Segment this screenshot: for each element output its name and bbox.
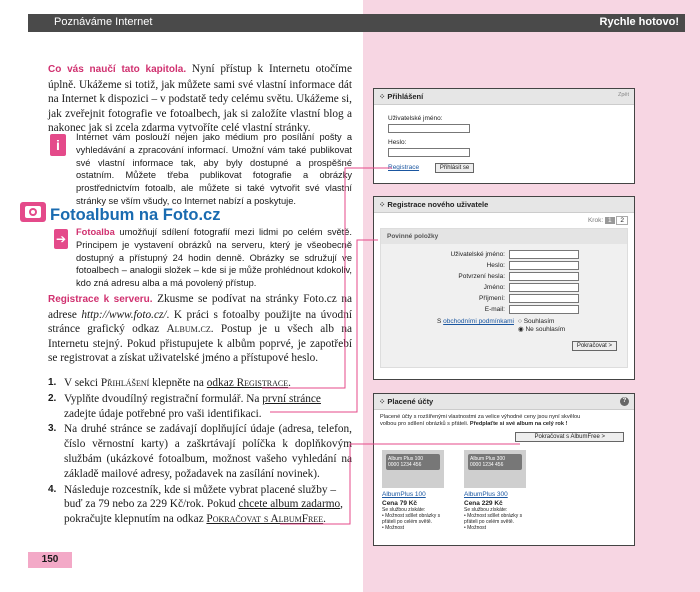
login-titlebar [374, 89, 634, 105]
form-input[interactable] [509, 261, 579, 270]
terms-prefix: S [437, 318, 444, 325]
step-highlight: odkaz [206, 377, 237, 389]
step-label: Krok: [587, 217, 604, 224]
section-header: Rychle hotovo! [363, 14, 685, 32]
step-number: 3. [48, 423, 57, 435]
grid-icon: ⁘ [379, 92, 388, 101]
form-input[interactable] [509, 283, 579, 292]
step-2-badge[interactable]: 2 [616, 216, 628, 225]
step-highlight: první stránce [262, 392, 321, 405]
plan-benefit: • Možnost [464, 525, 487, 531]
camera-icon [20, 202, 46, 222]
username-input[interactable] [388, 124, 470, 133]
step-1-badge[interactable]: 1 [605, 217, 615, 224]
paid-title: Placené účty [387, 397, 434, 406]
paid-desc2: volbou pro sdílení obrázků s přáteli. [380, 421, 470, 427]
intro-paragraph [48, 62, 352, 136]
disagree-label: Ne souhlasím [525, 326, 566, 333]
plan-sub: Se službou získáte: [382, 507, 426, 513]
field-label: Heslo: [486, 262, 505, 269]
list-item [48, 422, 352, 481]
password-label: Heslo: [388, 139, 407, 146]
plan-link[interactable]: AlbumPlus 300 [464, 491, 508, 498]
list-item [48, 376, 352, 391]
plan-link[interactable]: AlbumPlus 100 [382, 491, 426, 498]
plan-sub: Se službou získáte: [464, 507, 508, 513]
plan-benefit: • Možnost [382, 525, 405, 531]
form-input[interactable] [509, 294, 579, 303]
page-number: 150 [28, 552, 72, 568]
password-input[interactable] [388, 148, 470, 157]
registration-screenshot [373, 196, 635, 380]
paid-desc-bold: Předplaťte si své album na celý rok ! [469, 421, 568, 427]
arrow-right-icon: ➔ [54, 229, 68, 249]
step-number: 4. [48, 483, 57, 495]
reg-section-title: Povinné položky [381, 229, 627, 244]
foto-url[interactable]: http://www.foto.cz/ [81, 308, 167, 321]
plan-card-text: 0000 1234 456 [470, 462, 504, 468]
continue-button[interactable]: Pokračovat > [572, 341, 617, 351]
info-icon: i [50, 134, 66, 156]
step-text: Na druhé stránce se zadávají doplňující údaje (adresa, telefon, číslo věrnostní karty) a zaškrtávají políčka k doplňkovým službám (ukázkové fotoalbum, možnost vašeho vyhledání na základě mailové adresy, požadavek na zasílání novinek). [64, 423, 352, 480]
step-text: zadejte údaje potřebné pro vaši identifikaci. [64, 407, 262, 420]
help-icon[interactable]: ? [620, 397, 629, 406]
step-number: 2. [48, 392, 57, 404]
albumfree-button[interactable]: Pokračovat s AlbumFree > [515, 432, 624, 442]
plan-badge: Album Plus 300 [470, 456, 506, 462]
grid-icon: ⁘ [379, 200, 388, 209]
field-label: Jméno: [483, 284, 505, 291]
step-text: Vyplňte dvoudílný registrační formulář. Na [64, 392, 263, 405]
reg-title: Registrace nového uživatele [387, 200, 489, 209]
field-label: Potvrzení hesla: [458, 273, 505, 280]
step-text: . [288, 377, 291, 389]
registration-text1: Zkusme se podívat na stránky Foto.cz na adrese [48, 293, 352, 321]
chapter-header: Poznáváme Internet [28, 14, 363, 32]
paid-titlebar [374, 394, 634, 410]
step-highlight: chcete album zadarmo [238, 498, 341, 511]
step-text: klepněte na [149, 377, 207, 389]
agree-radio[interactable]: ○ [517, 318, 524, 325]
register-link[interactable]: Registrace [388, 164, 420, 171]
step-text: Následuje rozcestník, kde si můžete vybrat placené služby – buď za 79 nebo za 229 Kč/rok. Pokud [64, 483, 336, 511]
intro-text: Nyní přístup k Internetu otočíme úplně. Ukážeme si totiž, jak můžete sami své vlastní informace dát na Internet k dispozici – v podstatě tedy celému světu. Ukážeme si, jak zveřejnit fotografie ve fotoalbech, jak si založíte vlastní blog a nakonec jak si zcela zdarma vytvoříte celé vlastní stránky. [48, 63, 352, 135]
plan-card-image [382, 450, 444, 488]
fotoalba-note [76, 226, 352, 290]
grid-icon: ⁘ [379, 397, 388, 406]
plan-card[interactable] [464, 450, 526, 531]
plan-card-image [464, 450, 526, 488]
step-term: Přihlášení [100, 377, 150, 389]
step-text: , pokračujte klepnutím na odkaz [64, 498, 343, 526]
list-item [48, 392, 352, 422]
registration-lead: Registrace k serveru. [48, 294, 153, 305]
intro-lead: Co vás naučí tato kapitola. [48, 64, 187, 75]
plan-price: Cena 229 Kč [464, 500, 503, 507]
login-screenshot [373, 88, 635, 184]
step-text: V sekci [64, 377, 101, 389]
form-input[interactable] [509, 250, 579, 259]
plan-badge: Album Plus 100 [388, 456, 424, 462]
step-text: . [323, 513, 326, 526]
plan-benefit: • Možnost sdílet obrázky s přáteli po celém světě. [382, 513, 441, 525]
list-item [48, 483, 352, 527]
login-title: Přihlášení [387, 92, 424, 101]
field-label: Příjmení: [478, 295, 505, 302]
plan-price: Cena 79 Kč [382, 500, 418, 507]
fotoalba-lead: Fotoalba [76, 227, 115, 237]
field-label: Uživatelské jméno: [450, 251, 505, 258]
step-number: 1. [48, 377, 57, 388]
form-input[interactable] [509, 272, 579, 281]
fotoalba-text: umožňují sdílení fotografií mezi lidmi po celém světě. Principem je vystavení obrázků na serveru, který je všeobecně dostupný a přístupný 24 hodin denně. Obrázky se sdružují ve fotoalbech – analogii složek – kde si je může prohlédnout kdokoliv, kdo zná adresu alba a má povolený přístup. [76, 227, 352, 289]
username-label: Uživatelské jméno: [388, 115, 443, 122]
login-corner: Zpět [617, 92, 629, 98]
steps-list [48, 376, 352, 528]
terms-link[interactable]: obchodními podmínkami [443, 318, 514, 325]
disagree-radio[interactable]: ◉ [517, 326, 526, 333]
note-paragraph: Internet vám poslouží nejen jako médium pro posílání pošty a vyhledávání a zpracování informací. Umožní vám také publikovat své vlastní informace tak, aby byly dostupné a prospěšné ostatním. Můžete třeba publikovat fotografie a obrázky prostřednictvím fotoalb, ale můžete si také vytvořit své vlastní stránky se vším všudy, co Internet nabízí a poskytuje. [76, 132, 352, 206]
step-term: Registrace [236, 377, 289, 389]
form-input[interactable] [509, 305, 579, 314]
plan-card-text: 0000 1234 456 [388, 462, 422, 468]
step-term: Pokračovat s AlbumFree [206, 513, 324, 526]
paid-accounts-screenshot [373, 393, 635, 546]
section-title: Fotoalbum na Foto.cz [50, 206, 221, 224]
login-button[interactable]: Přihlásit se [435, 163, 474, 173]
registration-text3: . Postup je u všech alb na Internetu stejný. Pokud přistupujete k albům poprvé, je zapotřebí se registrovat a získat uživatelské jméno a přístupové heslo. [48, 323, 352, 365]
plan-card[interactable] [382, 450, 444, 531]
agree-label: Souhlasím [523, 318, 555, 325]
reg-titlebar [374, 197, 634, 213]
plan-benefit: • Možnost sdílet obrázky s přáteli po celém světě. [464, 513, 523, 525]
field-label: E-mail: [484, 306, 505, 313]
paid-desc1: Placené účty s rozšířenými vlastnostmi za velice výhodné ceny jsou nyní skvělou [380, 414, 581, 420]
registration-text2: . K práci s fotoalby použijte na úvodní stránce grafický odkaz [48, 308, 352, 336]
registration-paragraph [48, 292, 352, 366]
album-link-name: Album.cz [166, 323, 211, 336]
